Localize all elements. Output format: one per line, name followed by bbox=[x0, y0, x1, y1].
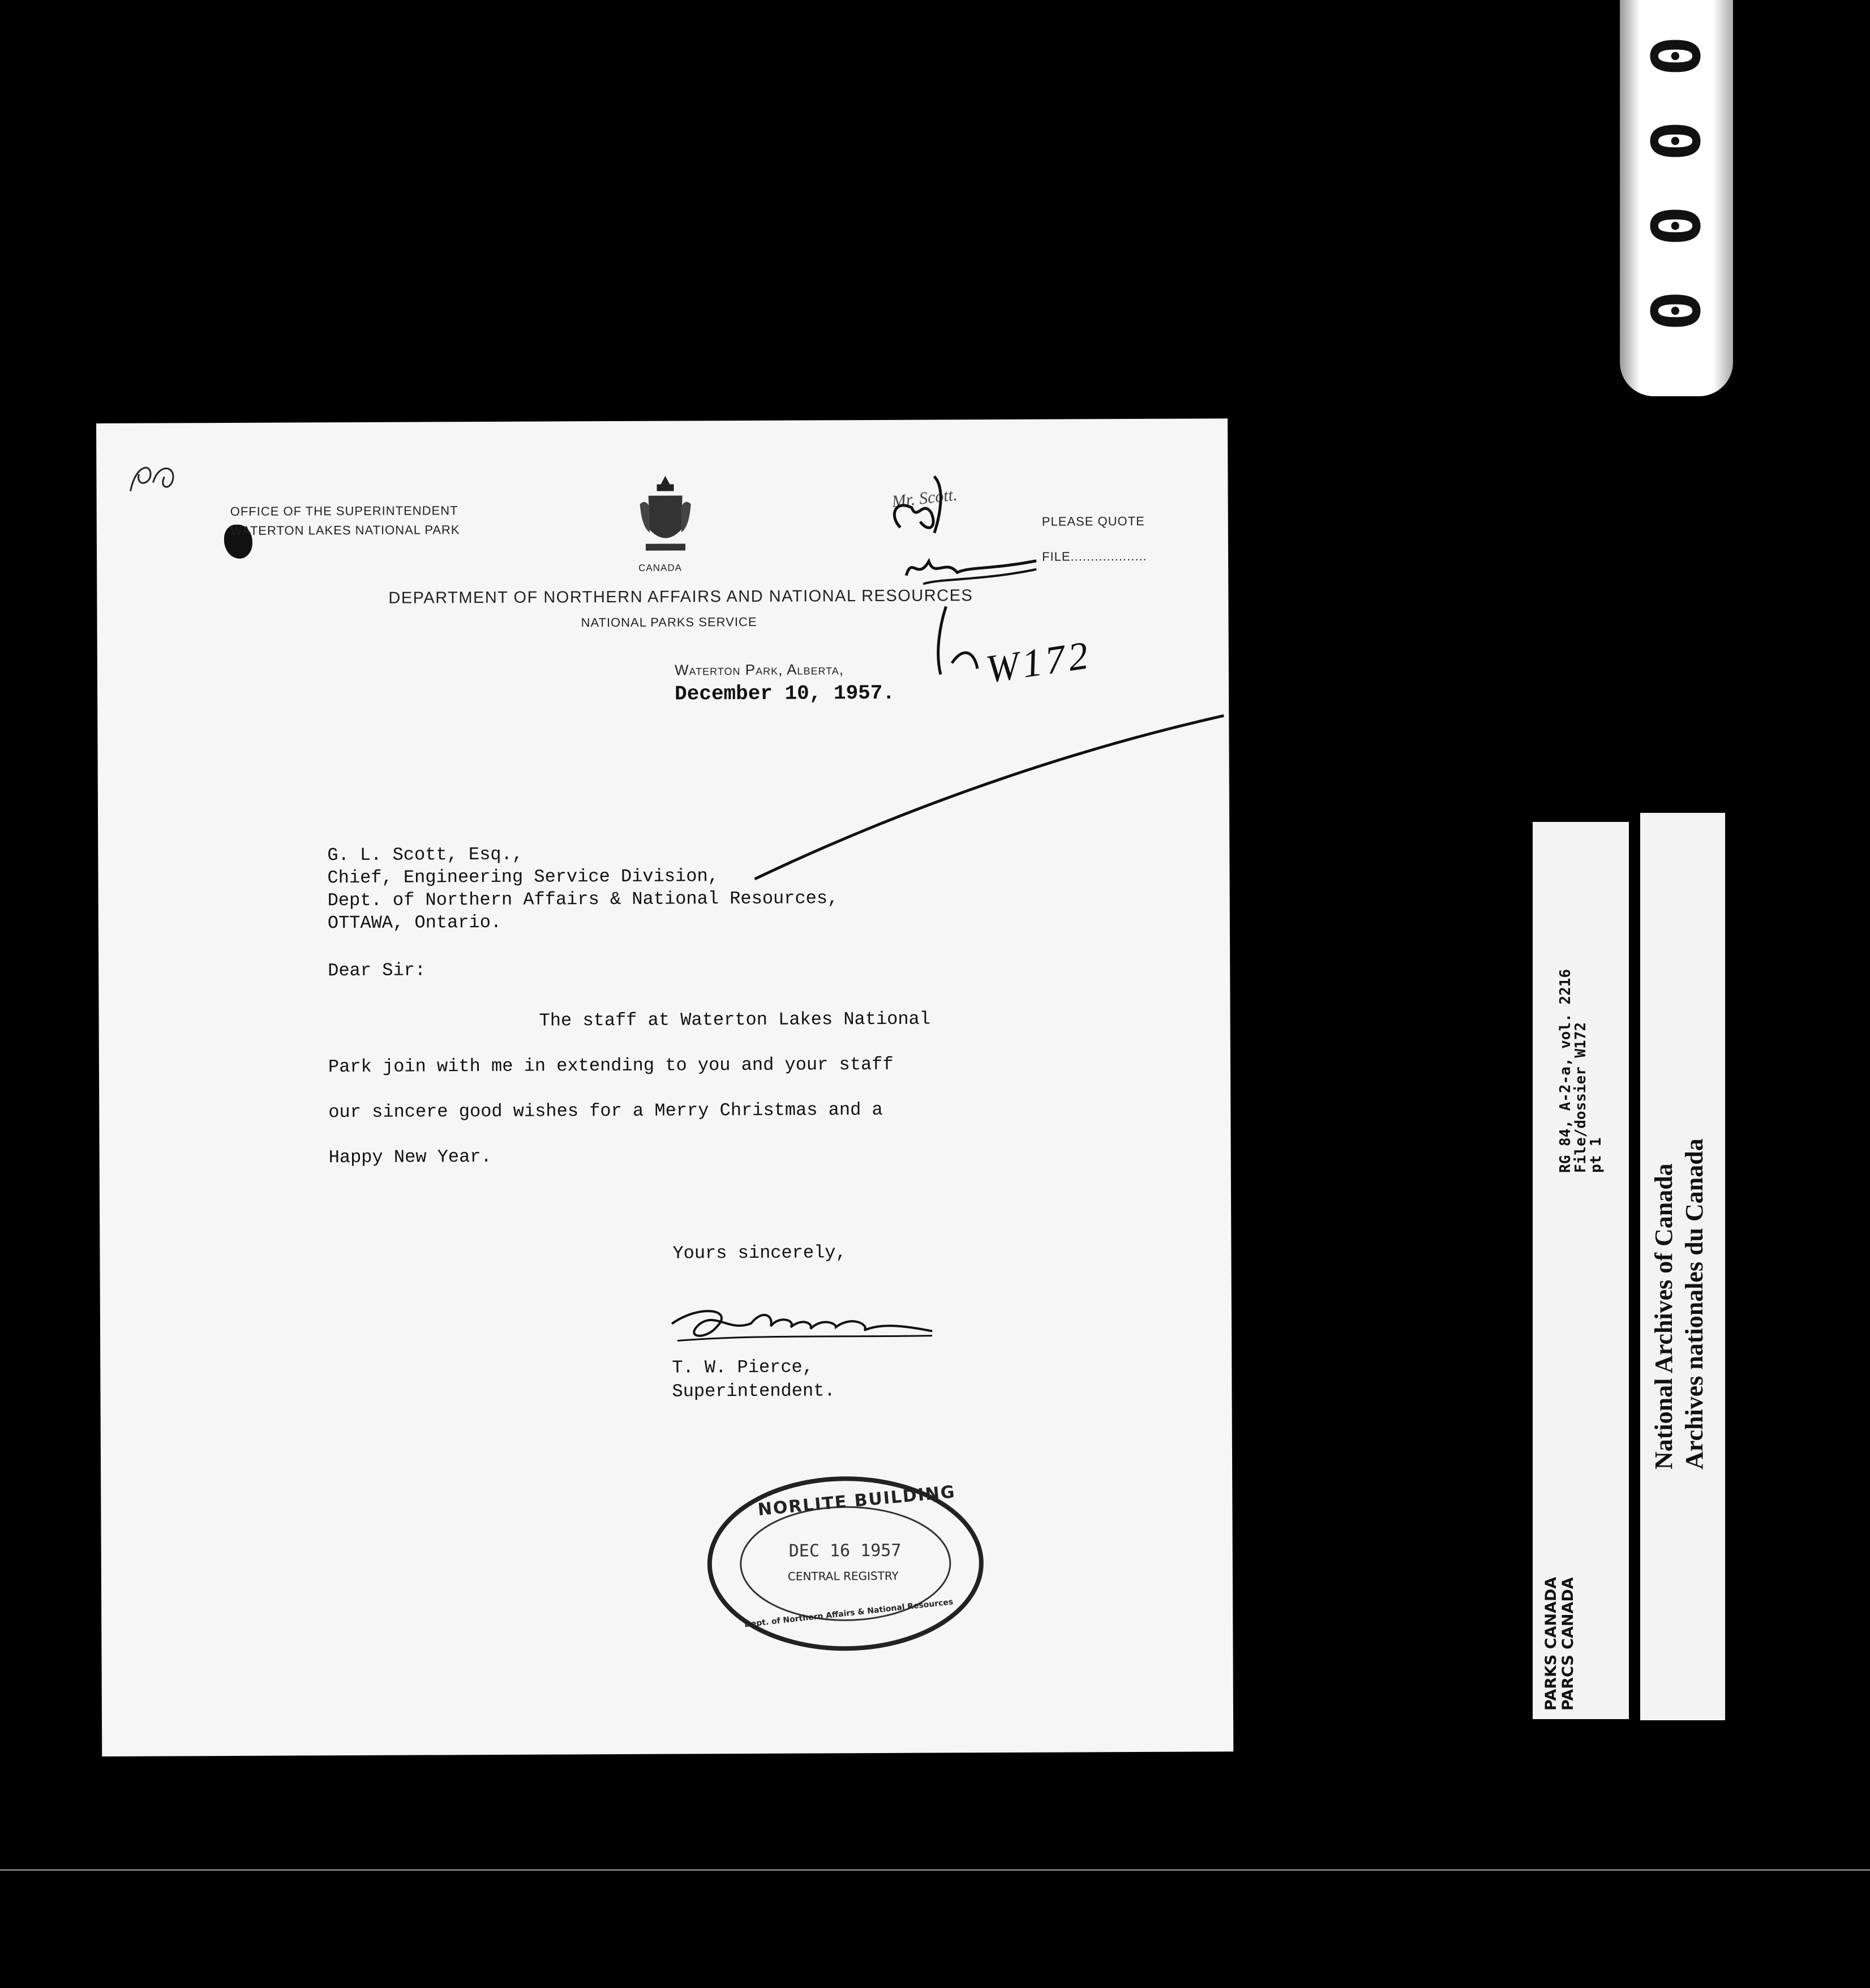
handwritten-note: Mr. Scott. bbox=[891, 485, 958, 511]
reference-line: RG 84, A-2-a, vol. 2216 bbox=[1557, 969, 1574, 1173]
address-line: OTTAWA, Ontario. bbox=[327, 911, 502, 934]
file-field: FILE................... bbox=[1041, 549, 1147, 564]
parks-canada-label bbox=[1543, 1577, 1577, 1711]
canada-label: CANADA bbox=[638, 562, 683, 573]
please-quote-label: PLEASE QUOTE bbox=[1041, 513, 1145, 529]
registry-stamp bbox=[704, 1472, 987, 1655]
nac-fr: Archives nationales du Canada bbox=[1680, 1138, 1708, 1469]
reference-line: File/dossier W172 bbox=[1572, 1022, 1589, 1173]
stamp-date: DEC 16 1957 bbox=[788, 1540, 902, 1561]
stamp-registry: CENTRAL REGISTRY bbox=[787, 1569, 899, 1583]
nac-en: National Archives of Canada bbox=[1650, 1163, 1678, 1469]
office-block bbox=[230, 501, 460, 541]
parks-en: PARKS CANADA bbox=[1542, 1576, 1560, 1711]
stamp-building: NORLITE BUILDING bbox=[757, 1482, 957, 1520]
body-line: Park join with me in extending to you and your staff bbox=[328, 1053, 894, 1078]
counter-digit: 0 bbox=[1637, 205, 1715, 246]
stamp-department: Dept. of Northern Affairs & National Resources bbox=[744, 1597, 954, 1630]
address-line: Dept. of Northern Affairs & National Resources, bbox=[327, 888, 839, 911]
address-line: G. L. Scott, Esq., bbox=[327, 843, 524, 866]
frame-counter bbox=[1620, 0, 1733, 396]
signature bbox=[666, 1292, 938, 1349]
handwritten-file-number: W172 bbox=[983, 633, 1095, 692]
national-archives-text bbox=[1649, 1138, 1710, 1469]
office-line: OFFICE OF THE SUPERINTENDENT bbox=[230, 503, 458, 519]
closing: Yours sincerely, bbox=[672, 1242, 847, 1264]
body-line: our sincere good wishes for a Merry Christmas and a bbox=[328, 1099, 883, 1123]
body-line: The staff at Waterton Lakes National bbox=[539, 1008, 930, 1031]
letter-sheet bbox=[96, 418, 1233, 1756]
signer-name: T. W. Pierce, bbox=[672, 1356, 814, 1378]
archive-reference bbox=[1558, 969, 1604, 1173]
department-name: DEPARTMENT OF NORTHERN AFFAIRS AND NATIONAL RESOURCES bbox=[388, 586, 973, 607]
reference-line: pt 1 bbox=[1588, 1137, 1605, 1173]
coat-of-arms-emblem bbox=[637, 473, 694, 558]
counter-digit: 0 bbox=[1637, 290, 1715, 331]
service-name: NATIONAL PARKS SERVICE bbox=[581, 614, 757, 630]
salutation: Dear Sir: bbox=[328, 959, 426, 982]
recipient-address bbox=[327, 842, 838, 935]
national-archives-label bbox=[1640, 813, 1725, 1720]
parks-fr: PARCS CANADA bbox=[1559, 1577, 1577, 1711]
frame-divider bbox=[0, 1869, 1870, 1871]
signer-block bbox=[672, 1355, 835, 1403]
body-line: Happy New Year. bbox=[328, 1146, 492, 1168]
office-line: WATERTON LAKES NATIONAL PARK bbox=[230, 522, 460, 538]
signer-title: Superintendent. bbox=[672, 1380, 835, 1402]
counter-digit: 0 bbox=[1637, 121, 1715, 161]
archive-reference-label bbox=[1533, 822, 1629, 1719]
address-line: Chief, Engineering Service Division, bbox=[327, 866, 719, 889]
counter-digit: 0 bbox=[1637, 36, 1715, 76]
letter-date: December 10, 1957. bbox=[675, 681, 895, 706]
handwritten-initials bbox=[119, 451, 192, 503]
place-line: Waterton Park, Alberta, bbox=[674, 661, 844, 679]
